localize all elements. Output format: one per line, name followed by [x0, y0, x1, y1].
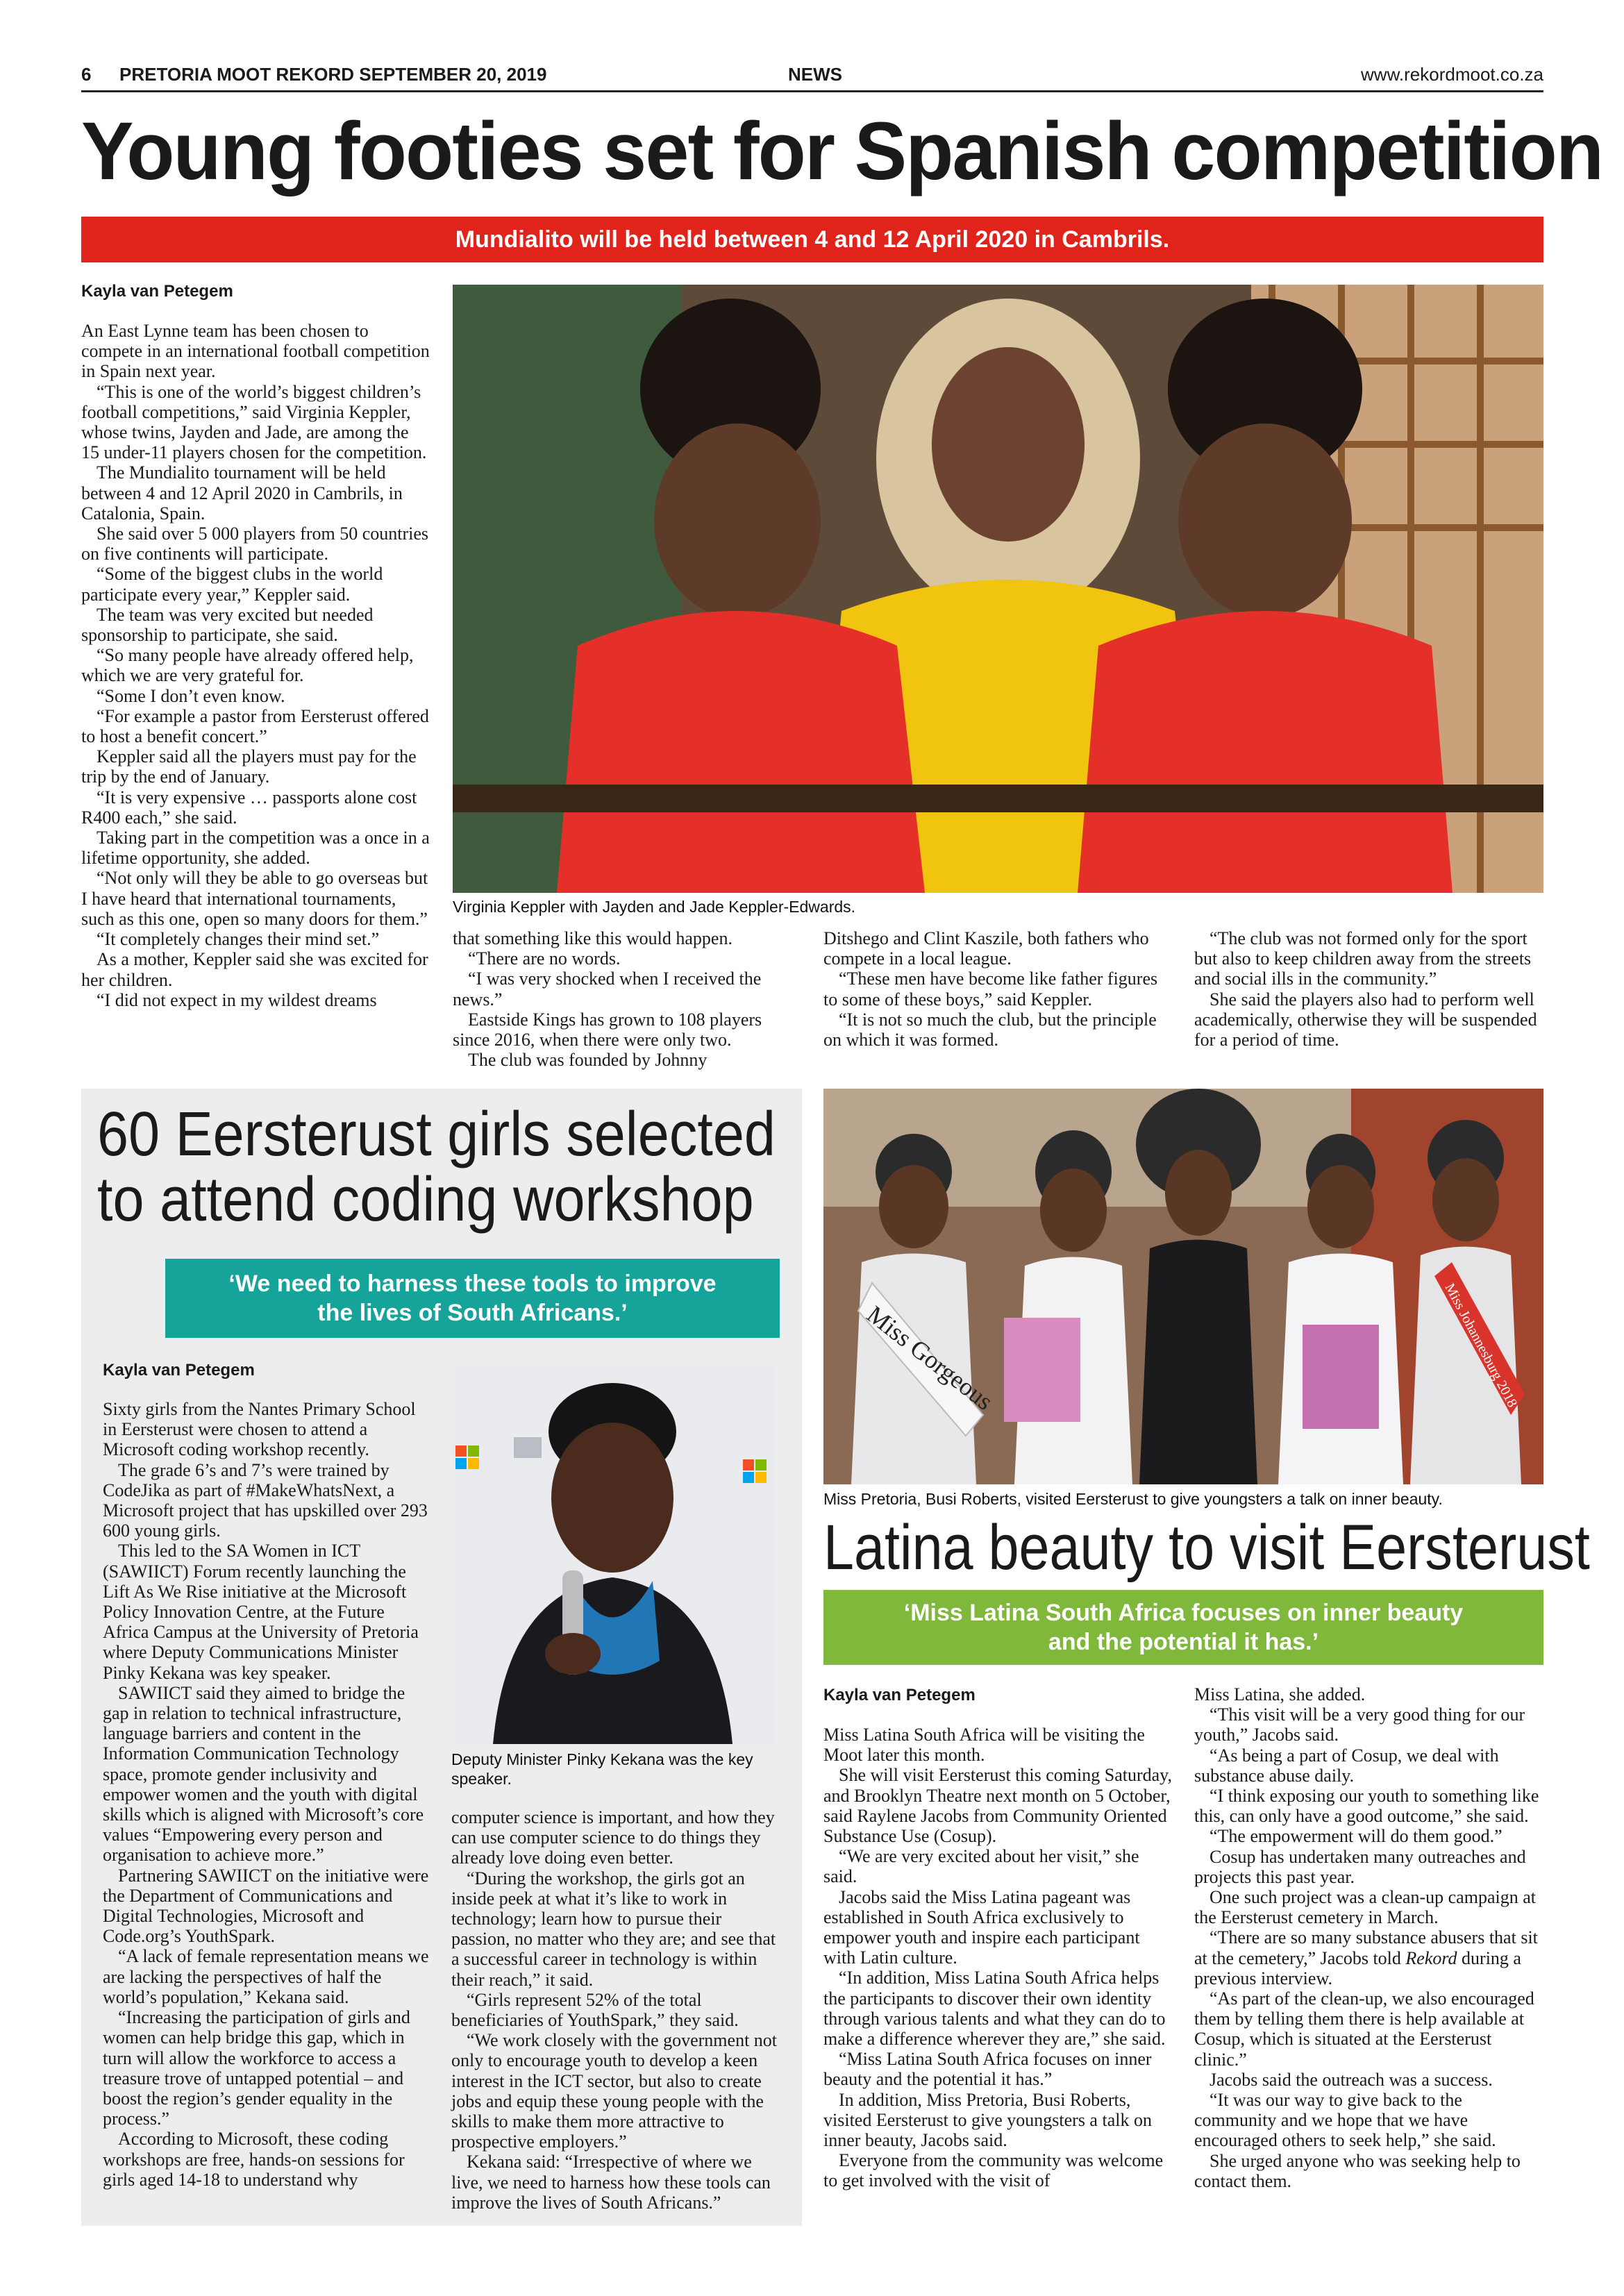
paragraph: “These men have become like father figures to some of these boys,” said Keppler.: [823, 969, 1158, 1009]
pageant-photo: [823, 1089, 1543, 1484]
paragraph: “There are no words.: [468, 948, 621, 969]
paragraph: “Not only will they be able to go overseas but I have heard that international tournaments, such as this one, open so many doors for them.”: [81, 868, 428, 929]
website-link[interactable]: www.rekordmoot.co.za: [1361, 64, 1543, 85]
paragraph: “It is very expensive … passports alone cost R400 each,” she said.: [81, 787, 417, 828]
paragraph: computer science is important, and how they can use computer science to do things they already love doing even better.: [451, 1807, 775, 1868]
paragraph: “A lack of female representation means we are lacking the perspectives of half the world’s population,” Kekana said.: [103, 1946, 429, 2007]
text-run: “There are so many substance abusers that sit at the cemetery,” Jacobs told: [1194, 1927, 1538, 1968]
article1-col1: [81, 321, 430, 1010]
article3-pullquote: [823, 1590, 1543, 1665]
paragraph: She said the players also had to perform well academically, otherwise they will be suspended for a period of time.: [1194, 989, 1537, 1050]
paragraph: The Mundialito tournament will be held between 4 and 12 April 2020 in Cambrils, in Catalonia, Spain.: [81, 462, 403, 523]
article1-standfirst-bar: [81, 217, 1543, 262]
minister-photo-image: [451, 1362, 774, 1744]
paragraph: She urged anyone who was seeking help to contact them.: [1194, 2150, 1521, 2191]
paragraph: The club was founded by Johnny: [468, 1050, 708, 1071]
article1-col3: [823, 928, 1172, 1050]
article1-col4: [1194, 928, 1543, 1050]
pullquote-line: the lives of South Africans.’: [317, 1300, 628, 1326]
minister-photo: [451, 1362, 774, 1744]
paragraph: “As being a part of Cosup, we deal with substance abuse daily.: [1194, 1745, 1499, 1786]
paragraph: She said over 5 000 players from 50 countries on five continents will participate.: [81, 523, 429, 564]
paragraph: “We are very excited about her visit,” she said.: [823, 1846, 1139, 1887]
paragraph: Miss Latina South Africa will be visiting the Moot later this month.: [823, 1725, 1145, 1766]
paragraph: “During the workshop, the girls got an inside peek at what it’s like to work in technology; learn how to pursue their passion, no matter who they are; and see that a successful career in technology is within their reach,” it said.: [451, 1868, 776, 1990]
paragraph: In addition, Miss Pretoria, Busi Roberts, visited Eersterust to give youngsters a talk on inner beauty, Jacobs said.: [823, 2089, 1152, 2151]
paragraph: “The club was not formed only for the sport but also to keep children away from the streets and social ills in the community.”: [1194, 928, 1532, 989]
paragraph: As a mother, Keppler said she was excited for her children.: [81, 949, 428, 990]
article2-col1: [103, 1399, 429, 2190]
paragraph: Sixty girls from the Nantes Primary School in Eersterust were chosen to attend a Microsoft coding workshop recently.: [103, 1399, 416, 1460]
paragraph: that something like this would happen.: [453, 928, 733, 948]
article2-headline-line2: to attend coding workshop: [97, 1165, 754, 1234]
article3-photo-caption: Miss Pretoria, Busi Roberts, visited Eersterust to give youngsters a talk on inner beauty.: [823, 1490, 1443, 1508]
paragraph: “I did not expect in my wildest dreams: [97, 989, 377, 1010]
paragraph: “This visit will be a very good thing for our youth,” Jacobs said.: [1194, 1704, 1525, 1745]
paragraph: “Some I don’t even know.: [97, 685, 285, 706]
text-run-italic: Rekord: [1405, 1947, 1457, 1968]
paragraph: “It completely changes their mind set.”: [97, 929, 380, 950]
family-photo-image: [453, 285, 1543, 893]
paragraph: [1194, 1927, 1543, 1988]
paragraph: “This is one of the world’s biggest children’s football competitions,” said Virginia Keppler, whose twins, Jayden and Jade, are among the 15 under-11 players chosen for the competition.: [81, 381, 427, 463]
paragraph: “As part of the clean-up, we also encouraged them by telling them there is help available at Cosup, which is situated at the Eersterust clinic.”: [1194, 1988, 1534, 2070]
paragraph: Kekana said: “Irrespective of where we live, we need to harness how these tools can improve the lives of South Africans.”: [451, 2152, 771, 2213]
section-label: NEWS: [788, 64, 842, 85]
article1-byline: Kayla van Petegem: [81, 282, 233, 301]
paragraph: “So many people have already offered help, which we are very grateful for.: [81, 645, 414, 686]
paragraph: “Increasing the participation of girls and women can help bridge this gap, which in turn will allow the workforce to access a treasure trove of untapped potential – and boost the region’s gender equality in the process.”: [103, 2007, 410, 2129]
paragraph: “The empowerment will do them good.”: [1209, 1826, 1502, 1847]
article2-byline: Kayla van Petegem: [103, 1361, 255, 1380]
family-photo: [453, 285, 1543, 893]
paragraph: “It was our way to give back to the community and we hope that we have encouraged others to seek help,” she said.: [1194, 2090, 1496, 2151]
page-number: 6: [81, 64, 92, 85]
paragraph: SAWIICT said they aimed to bridge the gap in relation to technical infrastructure, language barriers and content in the Information Communication Technology space, promote gender inclusivity and empower women and the youth with digital skills which is aligned with Microsoft’s core values “Empowering every person and organisation to achieve more.”: [103, 1682, 424, 1866]
paragraph: Miss Latina, she added.: [1194, 1684, 1366, 1704]
publication-line: PRETORIA MOOT REKORD SEPTEMBER 20, 2019: [119, 64, 547, 85]
paragraph: Everyone from the community was welcome to get involved with the visit of: [823, 2150, 1164, 2191]
pullquote-line: ‘Miss Latina South Africa focuses on inner beauty: [903, 1600, 1464, 1626]
header-rule: [81, 90, 1543, 92]
sash-text: Miss Gorgeous: [862, 1300, 998, 1416]
paragraph: The team was very excited but needed sponsorship to participate, she said.: [81, 604, 374, 646]
paragraph: “Girls represent 52% of the total beneficiaries of YouthSpark,” they said.: [451, 1989, 739, 2031]
sash-text: Miss Johannesburg 2018: [1441, 1281, 1521, 1410]
paragraph: Ditshego and Clint Kaszile, both fathers who compete in a local league.: [823, 928, 1149, 969]
paragraph: “It is not so much the club, but the principle on which it was formed.: [823, 1009, 1157, 1050]
paragraph: One such project was a clean-up campaign at the Eersterust cemetery in March.: [1194, 1887, 1536, 1928]
article2-col2: [451, 1807, 778, 2213]
paragraph: Jacobs said the Miss Latina pageant was established in South Africa exclusively to empower youth and inspire each participant with Latin culture.: [823, 1886, 1140, 1968]
paragraph: Partnering SAWIICT on the initiative were the Department of Communications and Digital Technologies, Microsoft and Code.org’s YouthSpark.: [103, 1865, 429, 1947]
paragraph: Jacobs said the outreach was a success.: [1209, 2069, 1493, 2090]
paragraph: According to Microsoft, these coding workshops are free, hands-on sessions for girls aged 14-18 to understand why: [103, 2129, 405, 2190]
pageant-photo-image: [823, 1089, 1543, 1484]
paragraph: Taking part in the competition was a once in a lifetime opportunity, she added.: [81, 828, 430, 869]
article2-photo-caption: Deputy Minister Pinky Kekana was the key speaker.: [451, 1750, 753, 1788]
paragraph: “Some of the biggest clubs in the world participate every year,” Keppler said.: [81, 564, 383, 605]
article1-col2: [453, 928, 801, 1070]
paragraph: An East Lynne team has been chosen to compete in an international football competition in Spain next year.: [81, 321, 430, 382]
article3-headline: Latina beauty to visit Eersterust: [823, 1512, 1590, 1583]
paragraph: Cosup has undertaken many outreaches and projects this past year.: [1194, 1846, 1526, 1887]
article3-col2: [1194, 1684, 1543, 2191]
paragraph: This led to the SA Women in ICT (SAWIICT) Forum recently launching the Lift As We Rise initiative at the Microsoft Policy Innovation Centre, at the Future Africa Campus at the University of Pretoria where Deputy Communications Minister Pinky Kekana was key speaker.: [103, 1541, 419, 1683]
paragraph: She will visit Eersterust this coming Saturday, and Brooklyn Theatre next month on 5 October, said Raylene Jacobs from Community Oriented Substance Use (Cosup).: [823, 1765, 1172, 1847]
paragraph: “For example a pastor from Eersterust offered to host a benefit concert.”: [81, 705, 429, 747]
paragraph: “We work closely with the government not only to encourage youth to develop a keen interest in the ICT sector, but also to create jobs and equip these young people with the skills to make them more attractive to prospective employers.”: [451, 2030, 778, 2152]
article1-headline: Young footies set for Spanish competition: [81, 106, 1603, 197]
article1-photo-caption: Virginia Keppler with Jayden and Jade Keppler-Edwards.: [453, 898, 856, 916]
pullquote-line: and the potential it has.’: [1048, 1629, 1319, 1655]
article2-pullquote: [165, 1259, 780, 1338]
article3-col1: [823, 1725, 1172, 2191]
paragraph: “In addition, Miss Latina South Africa helps the participants to discover their own identity through various talents and what they can do to make a difference wherever they are,” she said.: [823, 1968, 1166, 2050]
text-run: during a previous interview.: [1194, 1947, 1521, 1988]
paragraph: Eastside Kings has grown to 108 players since 2016, when there were only two.: [453, 1009, 762, 1050]
article3-byline: Kayla van Petegem: [823, 1686, 976, 1704]
article2-headline-line1: 60 Eersterust girls selected: [97, 1100, 776, 1169]
paragraph: “I was very shocked when I received the news.”: [453, 969, 762, 1009]
paragraph: The grade 6’s and 7’s were trained by CodeJika as part of #MakeWhatsNext, a Microsoft project that has upskilled over 293 600 young girls.: [103, 1459, 428, 1541]
paragraph: “I think exposing our youth to something like this, can only have a good outcome,” she said.: [1194, 1786, 1539, 1827]
article1-standfirst: Mundialito will be held between 4 and 12 April 2020 in Cambrils.: [455, 226, 1170, 253]
paragraph: “Miss Latina South Africa focuses on inner beauty and the potential it has.”: [823, 2049, 1152, 2090]
pullquote-line: ‘We need to harness these tools to improve: [228, 1271, 717, 1297]
paragraph: Keppler said all the players must pay for the trip by the end of January.: [81, 746, 417, 787]
